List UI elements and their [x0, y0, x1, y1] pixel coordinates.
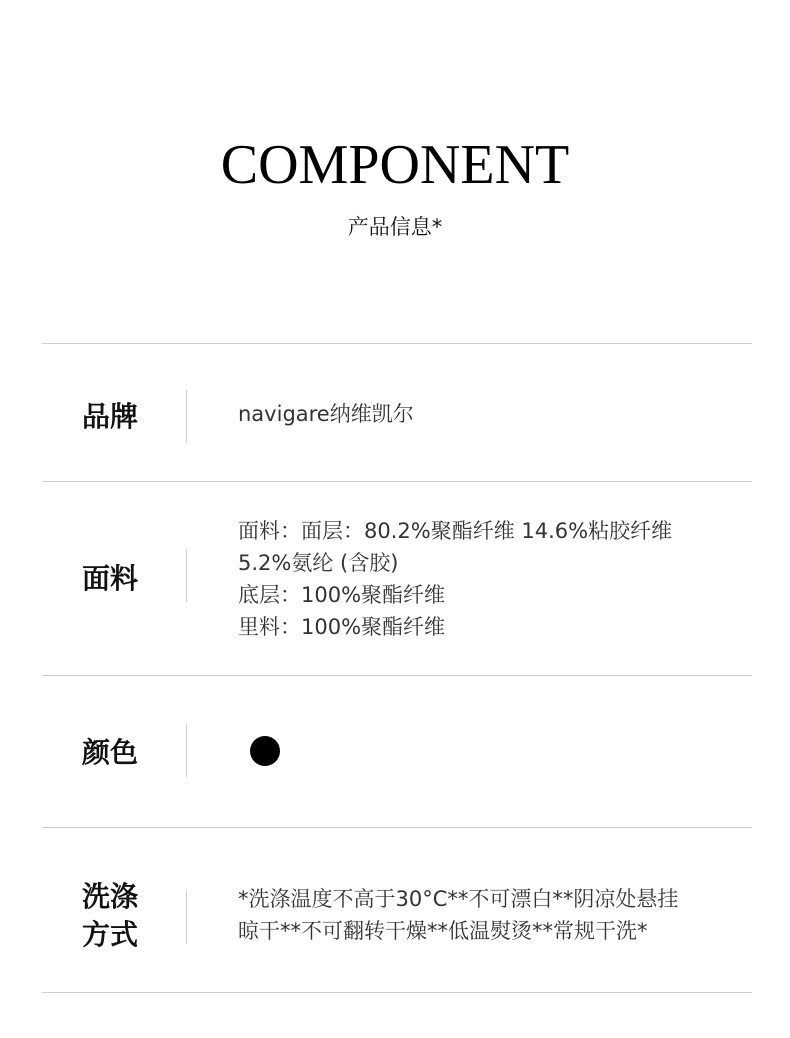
wash-label-line: 洗涤	[82, 880, 139, 913]
brand-value	[238, 398, 758, 430]
wash-value-line: 晾干**不可翻转干燥**低温熨烫**常规干洗*	[238, 919, 648, 943]
row-divider-top	[42, 343, 752, 344]
color-swatch	[250, 736, 280, 766]
wash-label-line: 方式	[82, 918, 139, 951]
fabric-value-line: 5.2%氨纶 (含胶)	[238, 551, 399, 575]
fabric-value-line: 面料：面层：80.2%聚酯纤维 14.6%粘胶纤维	[238, 519, 673, 543]
page-title: COMPONENT	[220, 134, 570, 196]
row-divider-bottom	[42, 992, 752, 993]
row-divider-fabric-color	[42, 675, 752, 676]
row-divider-color-wash	[42, 827, 752, 828]
brand-label: 品牌	[82, 400, 139, 433]
fabric-label: 面料	[82, 562, 139, 595]
fabric-column-divider	[186, 549, 187, 602]
fabric-value	[238, 515, 758, 643]
fabric-value-line: 里料：100%聚酯纤维	[238, 615, 446, 639]
row-divider-brand-fabric	[42, 481, 752, 482]
wash-label	[82, 878, 162, 954]
color-column-divider	[186, 724, 187, 777]
fabric-value-line: 底层：100%聚酯纤维	[238, 583, 446, 607]
brand-value-line: navigare纳维凯尔	[238, 402, 414, 426]
wash-value	[238, 883, 758, 947]
wash-value-line: *洗涤温度不高于30°C**不可漂白**阴凉处悬挂	[238, 887, 679, 911]
page-subtitle: 产品信息*	[347, 215, 443, 239]
wash-column-divider	[186, 891, 187, 944]
brand-column-divider	[186, 390, 187, 443]
color-label: 颜色	[82, 736, 139, 769]
